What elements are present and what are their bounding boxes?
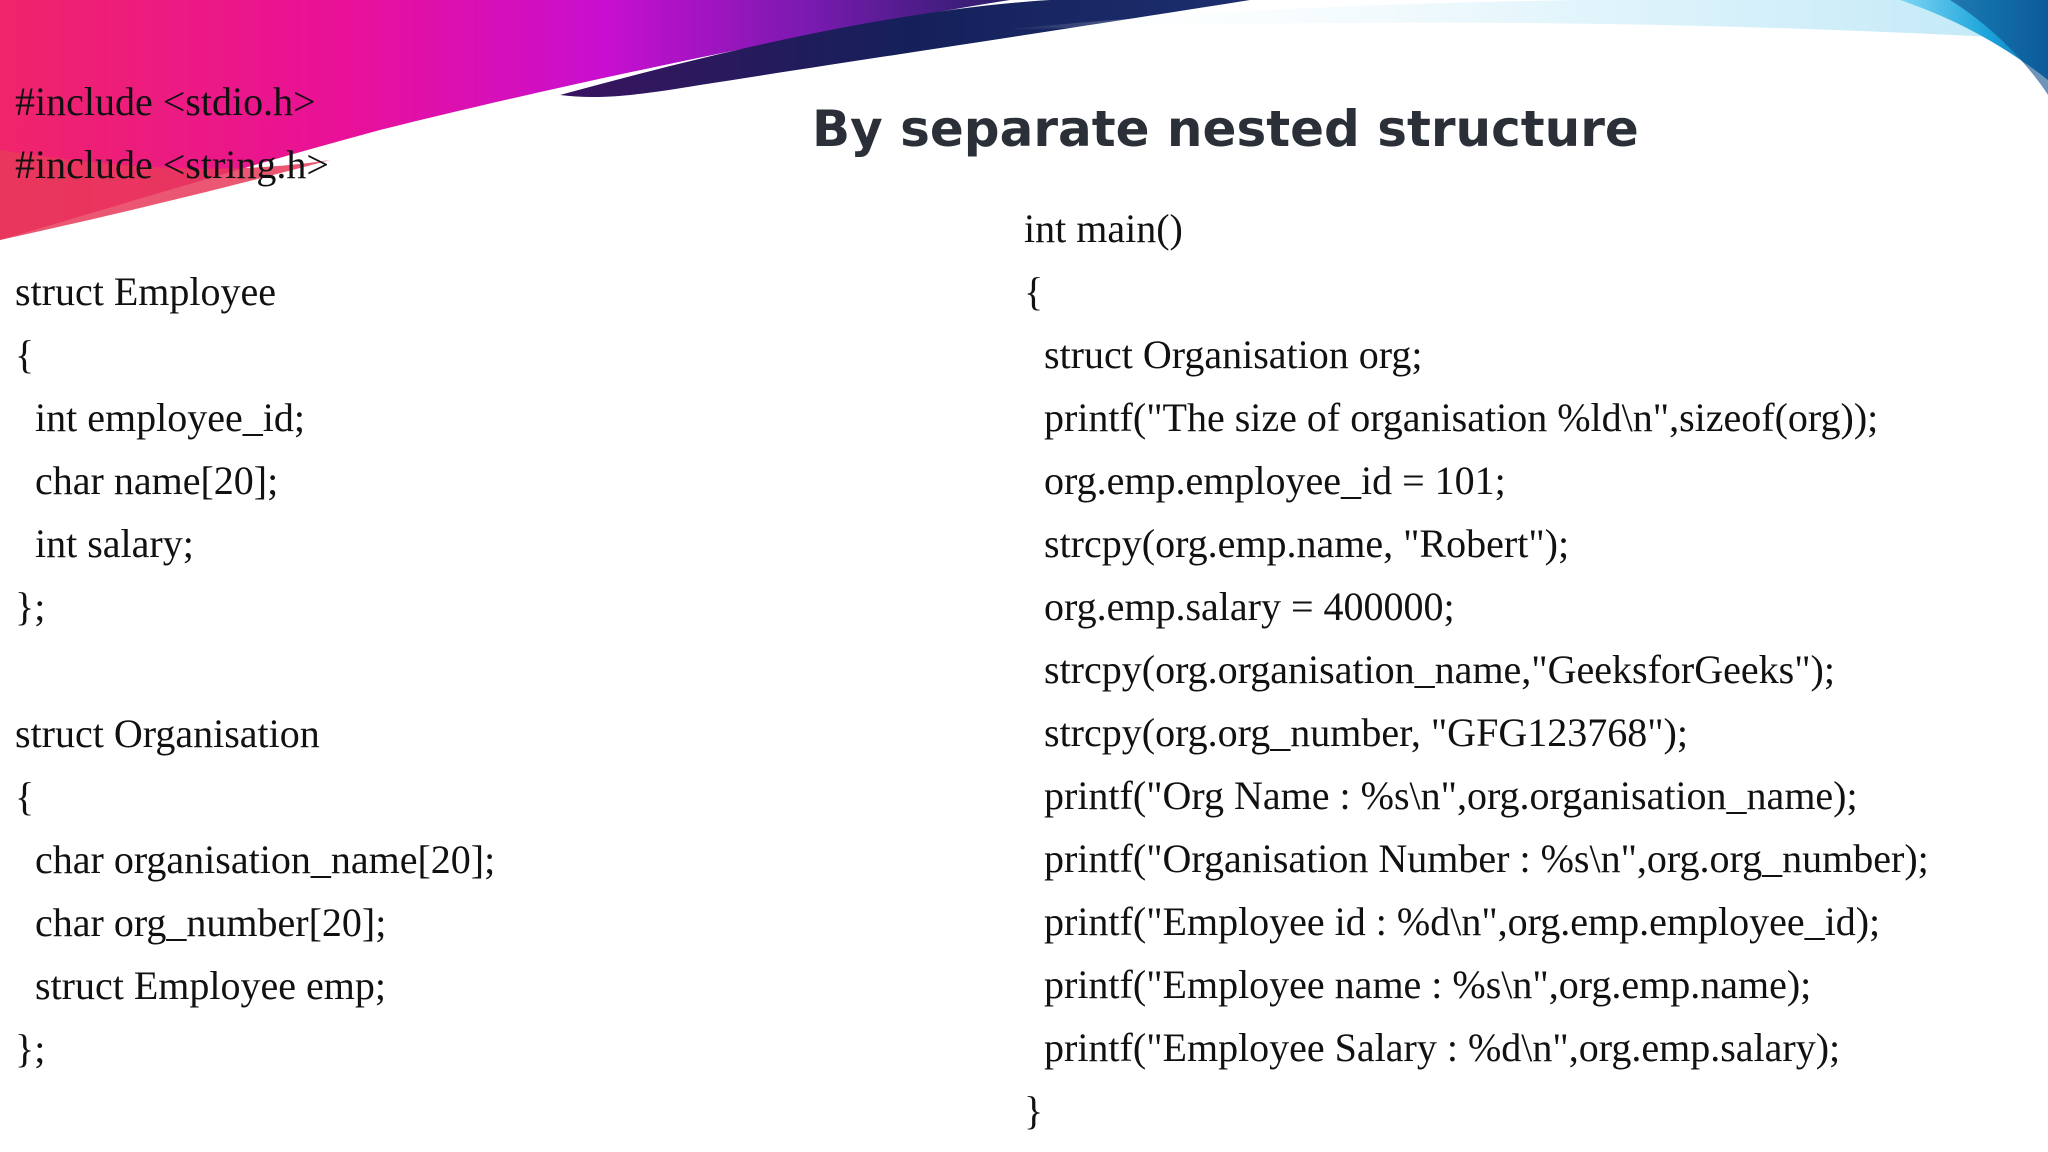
left-code-line-employee-id: int employee_id; bbox=[15, 395, 305, 440]
left-code-line-struct-employee: struct Employee bbox=[15, 269, 277, 314]
right-code-line-close-brace: } bbox=[1024, 1088, 1044, 1133]
right-code-line-employee-id-assign: org.emp.employee_id = 101; bbox=[1024, 458, 1506, 503]
right-code-line-strcpy-org-number: strcpy(org.org_number, "GFG123768"); bbox=[1024, 710, 1688, 755]
right-code-line-printf-employee-id: printf("Employee id : %d\n",org.emp.employee_id); bbox=[1024, 899, 1881, 944]
left-code-line-org-number: char org_number[20]; bbox=[15, 900, 387, 945]
slide-title: By separate nested structure bbox=[812, 100, 1639, 158]
left-code-line-struct-employee-emp: struct Employee emp; bbox=[15, 963, 387, 1008]
left-code-line-open-brace: { bbox=[15, 332, 35, 377]
left-code-line-salary: int salary; bbox=[15, 521, 194, 566]
right-code-line-strcpy-org-name: strcpy(org.organisation_name,"GeeksforGeeks"); bbox=[1024, 647, 1835, 692]
right-code-line-printf-size: printf("The size of organisation %ld\n",sizeof(org)); bbox=[1024, 395, 1879, 440]
left-code-line-name: char name[20]; bbox=[15, 458, 279, 503]
right-code-line-main: int main() bbox=[1024, 206, 1183, 251]
right-code-line-printf-employee-name: printf("Employee name : %s\n",org.emp.name); bbox=[1024, 962, 1812, 1007]
right-code-line-printf-org-number: printf("Organisation Number : %s\n",org.org_number); bbox=[1024, 836, 1929, 881]
right-code-line-printf-employee-salary: printf("Employee Salary : %d\n",org.emp.salary); bbox=[1024, 1025, 1841, 1070]
left-code-line-include-stdio: #include <stdio.h> bbox=[15, 79, 316, 124]
left-code-line-organisation-name: char organisation_name[20]; bbox=[15, 837, 496, 882]
right-code-line-struct-org: struct Organisation org; bbox=[1024, 332, 1423, 377]
left-code-line-close-brace: }; bbox=[15, 584, 46, 629]
left-code-line-struct-organisation: struct Organisation bbox=[15, 711, 320, 756]
right-code-line-strcpy-name: strcpy(org.emp.name, "Robert"); bbox=[1024, 521, 1570, 566]
right-code-line-printf-org-name: printf("Org Name : %s\n",org.organisation_name); bbox=[1024, 773, 1858, 818]
left-code-line-open-brace-2: { bbox=[15, 774, 35, 819]
left-code-line-close-brace-2: }; bbox=[15, 1026, 46, 1071]
right-code-line-open-brace: { bbox=[1024, 269, 1044, 314]
right-code-line-salary-assign: org.emp.salary = 400000; bbox=[1024, 584, 1455, 629]
left-code-line-include-string: #include <string.h> bbox=[15, 142, 329, 187]
